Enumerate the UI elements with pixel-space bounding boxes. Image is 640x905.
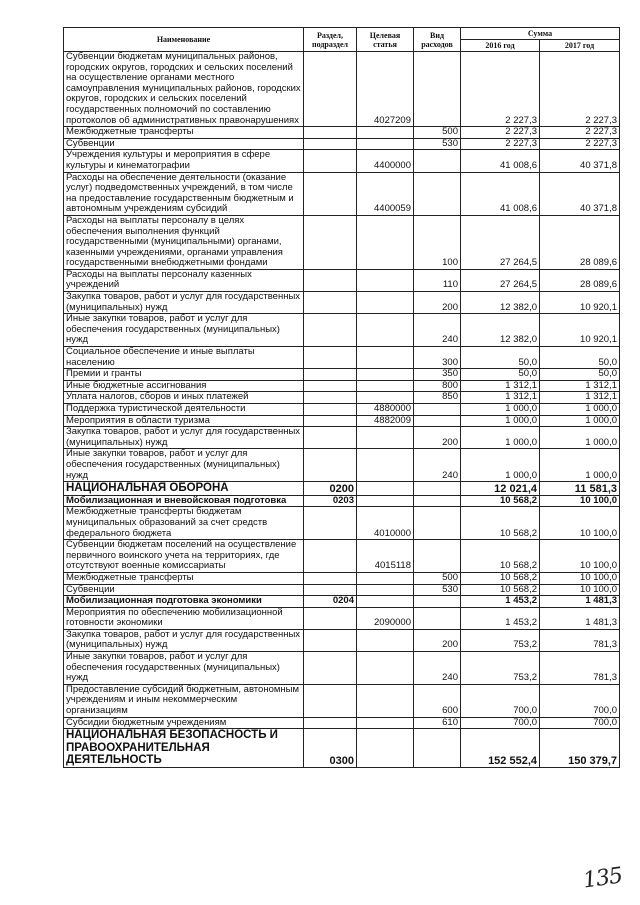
row-type (414, 415, 461, 427)
row-sum-2016: 10 568,2 (461, 584, 540, 596)
table-row (64, 629, 620, 651)
row-section (304, 269, 357, 291)
row-sum-2016: 700,0 (461, 684, 540, 717)
row-sum-2016: 10 568,2 (461, 540, 540, 573)
row-sum-2016: 10 568,2 (461, 572, 540, 584)
row-sum-2016: 12 382,0 (461, 314, 540, 347)
row-section (304, 172, 357, 215)
row-type: 240 (414, 449, 461, 482)
row-target: 4015118 (357, 540, 414, 573)
table-row (64, 269, 620, 291)
row-target (357, 482, 414, 496)
row-sum-2017: 1 000,0 (540, 427, 620, 449)
row-sum-2017: 781,3 (540, 629, 620, 651)
row-target (357, 380, 414, 392)
row-section (304, 572, 357, 584)
table-row (64, 449, 620, 482)
row-type (414, 150, 461, 172)
row-sum-2017: 50,0 (540, 347, 620, 369)
row-target (357, 369, 414, 381)
row-name: Премии и гранты (64, 369, 304, 381)
row-sum-2016: 12 382,0 (461, 292, 540, 314)
row-name: Иные закупки товаров, работ и услуг для обеспечения государственных (муниципальных) нужд (64, 449, 304, 482)
table-row (64, 52, 620, 127)
row-sum-2017: 10 920,1 (540, 314, 620, 347)
table-row (64, 729, 620, 768)
row-section: 0203 (304, 495, 357, 507)
row-name: Мобилизационная и вневойсковая подготовка (64, 495, 304, 507)
row-sum-2016: 1 000,0 (461, 427, 540, 449)
row-sum-2017: 1 481,3 (540, 607, 620, 629)
row-sum-2016: 41 008,6 (461, 172, 540, 215)
row-section: 0204 (304, 596, 357, 608)
table-row (64, 415, 620, 427)
row-target (357, 629, 414, 651)
row-sum-2017: 40 371,8 (540, 172, 620, 215)
row-name: Субсидии бюджетным учреждениям (64, 717, 304, 729)
row-sum-2017: 1 000,0 (540, 415, 620, 427)
table-row (64, 369, 620, 381)
row-sum-2016: 27 264,5 (461, 215, 540, 269)
row-sum-2016: 1 000,0 (461, 404, 540, 416)
row-type: 300 (414, 347, 461, 369)
row-target (357, 495, 414, 507)
row-sum-2017: 10 100,0 (540, 540, 620, 573)
row-name: Учреждения культуры и мероприятия в сфере культуры и кинематографии (64, 150, 304, 172)
row-sum-2016: 10 568,2 (461, 495, 540, 507)
table-row (64, 482, 620, 496)
row-name: Расходы на выплаты персоналу казенных учреждений (64, 269, 304, 291)
row-sum-2017: 10 100,0 (540, 584, 620, 596)
row-name: Межбюджетные трансферты (64, 127, 304, 139)
row-type: 530 (414, 584, 461, 596)
row-sum-2016: 12 021,4 (461, 482, 540, 496)
row-sum-2016: 2 227,3 (461, 52, 540, 127)
row-sum-2017: 50,0 (540, 369, 620, 381)
row-sum-2016: 2 227,3 (461, 138, 540, 150)
table-row (64, 717, 620, 729)
row-sum-2016: 753,2 (461, 652, 540, 685)
header-sum: Сумма (461, 28, 620, 40)
row-name: Закупка товаров, работ и услуг для государственных (муниципальных) нужд (64, 292, 304, 314)
row-name: Уплата налогов, сборов и иных платежей (64, 392, 304, 404)
budget-page (63, 27, 619, 768)
row-target (357, 127, 414, 139)
row-type (414, 495, 461, 507)
row-name: Закупка товаров, работ и услуг для государственных (муниципальных) нужд (64, 629, 304, 651)
row-sum-2017: 10 100,0 (540, 507, 620, 540)
row-target: 4010000 (357, 507, 414, 540)
row-sum-2016: 27 264,5 (461, 269, 540, 291)
table-row (64, 392, 620, 404)
table-row (64, 507, 620, 540)
row-sum-2017: 11 581,3 (540, 482, 620, 496)
table-row (64, 596, 620, 608)
handwritten-page-number: 135 (581, 863, 624, 894)
row-target (357, 314, 414, 347)
row-type (414, 404, 461, 416)
table-header-row (64, 28, 620, 40)
budget-table (63, 27, 620, 768)
table-row (64, 172, 620, 215)
table-row (64, 314, 620, 347)
row-target (357, 269, 414, 291)
row-sum-2017: 1 000,0 (540, 449, 620, 482)
row-type (414, 52, 461, 127)
row-name: Закупка товаров, работ и услуг для государственных (муниципальных) нужд (64, 427, 304, 449)
row-sum-2016: 50,0 (461, 369, 540, 381)
row-sum-2017: 2 227,3 (540, 52, 620, 127)
row-sum-2017: 1 312,1 (540, 380, 620, 392)
row-section (304, 347, 357, 369)
row-sum-2017: 2 227,3 (540, 127, 620, 139)
row-name: Предоставление субсидий бюджетным, автономным учреждениям и иным некоммерческим организациям (64, 684, 304, 717)
row-section (304, 507, 357, 540)
row-section (304, 684, 357, 717)
row-type: 200 (414, 629, 461, 651)
row-name: Мероприятия в области туризма (64, 415, 304, 427)
row-name: Межбюджетные трансферты (64, 572, 304, 584)
row-section (304, 607, 357, 629)
table-row (64, 572, 620, 584)
row-name: Расходы на обеспечение деятельности (оказание услуг) подведомственных учреждений, в том числе на предоставление государственным бюджетным и автономным учреждениям субсидий (64, 172, 304, 215)
row-name: Поддержка туристической деятельности (64, 404, 304, 416)
row-target: 4400000 (357, 150, 414, 172)
row-sum-2016: 1 000,0 (461, 415, 540, 427)
row-target (357, 392, 414, 404)
row-name: Социальное обеспечение и иные выплаты населению (64, 347, 304, 369)
row-section (304, 717, 357, 729)
row-sum-2017: 10 920,1 (540, 292, 620, 314)
row-name: Межбюджетные трансферты бюджетам муниципальных образований за счет средств федерального бюджета (64, 507, 304, 540)
table-row (64, 427, 620, 449)
row-type: 500 (414, 127, 461, 139)
row-type: 240 (414, 314, 461, 347)
row-section (304, 369, 357, 381)
row-name: НАЦИОНАЛЬНАЯ ОБОРОНА (64, 482, 304, 496)
row-type (414, 540, 461, 573)
row-sum-2016: 1 312,1 (461, 380, 540, 392)
row-target: 4880000 (357, 404, 414, 416)
row-name: НАЦИОНАЛЬНАЯ БЕЗОПАСНОСТЬ И ПРАВООХРАНИТЕЛЬНАЯ ДЕЯТЕЛЬНОСТЬ (64, 729, 304, 768)
row-section (304, 314, 357, 347)
row-sum-2017: 781,3 (540, 652, 620, 685)
row-section (304, 629, 357, 651)
header-type: Вид расходов (414, 28, 461, 52)
row-sum-2016: 1 453,2 (461, 596, 540, 608)
row-target (357, 215, 414, 269)
row-target: 4882009 (357, 415, 414, 427)
row-type: 500 (414, 572, 461, 584)
row-section (304, 52, 357, 127)
table-row (64, 138, 620, 150)
row-type: 850 (414, 392, 461, 404)
row-sum-2017: 10 100,0 (540, 495, 620, 507)
row-target (357, 347, 414, 369)
table-row (64, 215, 620, 269)
row-section (304, 404, 357, 416)
row-type: 610 (414, 717, 461, 729)
row-sum-2016: 152 552,4 (461, 729, 540, 768)
header-target: Целевая статья (357, 28, 414, 52)
header-section: Раздел, подраздел (304, 28, 357, 52)
row-target (357, 729, 414, 768)
row-target (357, 717, 414, 729)
row-name: Мобилизационная подготовка экономики (64, 596, 304, 608)
row-sum-2017: 700,0 (540, 684, 620, 717)
row-target (357, 596, 414, 608)
row-section (304, 415, 357, 427)
row-sum-2016: 1 000,0 (461, 449, 540, 482)
table-row (64, 540, 620, 573)
row-target (357, 652, 414, 685)
row-name: Субвенции бюджетам муниципальных районов, городских округов, городских и сельских поселений на осуществление органами местного самоуправления муниципальных районов, городских округов, городских и сельских поселений государственных полномочий по составлению протоколов об административных правонарушениях (64, 52, 304, 127)
row-target (357, 138, 414, 150)
row-target (357, 684, 414, 717)
row-target (357, 572, 414, 584)
table-row (64, 150, 620, 172)
table-body (64, 52, 620, 768)
table-row (64, 495, 620, 507)
row-type: 110 (414, 269, 461, 291)
table-row (64, 127, 620, 139)
row-name: Иные закупки товаров, работ и услуг для обеспечения государственных (муниципальных) нужд (64, 314, 304, 347)
row-section (304, 584, 357, 596)
row-type: 350 (414, 369, 461, 381)
row-target: 4027209 (357, 52, 414, 127)
row-sum-2017: 10 100,0 (540, 572, 620, 584)
row-target: 2090000 (357, 607, 414, 629)
header-name: Наименование (64, 28, 304, 52)
table-row (64, 292, 620, 314)
row-type: 200 (414, 427, 461, 449)
table-row (64, 347, 620, 369)
row-section (304, 380, 357, 392)
row-sum-2016: 1 453,2 (461, 607, 540, 629)
row-name: Иные закупки товаров, работ и услуг для обеспечения государственных (муниципальных) нужд (64, 652, 304, 685)
row-sum-2017: 40 371,8 (540, 150, 620, 172)
table-row (64, 684, 620, 717)
row-section (304, 138, 357, 150)
row-section (304, 540, 357, 573)
table-row (64, 380, 620, 392)
row-sum-2016: 50,0 (461, 347, 540, 369)
row-target (357, 449, 414, 482)
row-type (414, 172, 461, 215)
row-section (304, 215, 357, 269)
row-sum-2017: 1 000,0 (540, 404, 620, 416)
row-target (357, 427, 414, 449)
row-type (414, 729, 461, 768)
row-sum-2017: 28 089,6 (540, 215, 620, 269)
row-section (304, 150, 357, 172)
row-section (304, 449, 357, 482)
row-target (357, 584, 414, 596)
row-type: 530 (414, 138, 461, 150)
row-section (304, 127, 357, 139)
row-sum-2016: 753,2 (461, 629, 540, 651)
row-name: Субвенции (64, 584, 304, 596)
header-2016: 2016 год (461, 40, 540, 52)
row-name: Иные бюджетные ассигнования (64, 380, 304, 392)
row-sum-2016: 10 568,2 (461, 507, 540, 540)
row-type: 200 (414, 292, 461, 314)
row-sum-2017: 1 481,3 (540, 596, 620, 608)
row-sum-2016: 700,0 (461, 717, 540, 729)
row-type (414, 482, 461, 496)
row-name: Мероприятия по обеспечению мобилизационной готовности экономики (64, 607, 304, 629)
table-row (64, 607, 620, 629)
row-type (414, 596, 461, 608)
row-section: 0200 (304, 482, 357, 496)
row-type: 100 (414, 215, 461, 269)
row-section: 0300 (304, 729, 357, 768)
row-sum-2017: 150 379,7 (540, 729, 620, 768)
table-row (64, 584, 620, 596)
row-name: Субвенции бюджетам поселений на осуществление первичного воинского учета на территориях, где отсутствуют военные комиссариаты (64, 540, 304, 573)
row-sum-2017: 1 312,1 (540, 392, 620, 404)
row-type (414, 507, 461, 540)
row-sum-2016: 2 227,3 (461, 127, 540, 139)
table-row (64, 652, 620, 685)
row-type: 600 (414, 684, 461, 717)
header-2017: 2017 год (540, 40, 620, 52)
row-type: 240 (414, 652, 461, 685)
row-sum-2016: 1 312,1 (461, 392, 540, 404)
row-target (357, 292, 414, 314)
row-name: Субвенции (64, 138, 304, 150)
row-target: 4400059 (357, 172, 414, 215)
row-section (304, 292, 357, 314)
row-sum-2016: 41 008,6 (461, 150, 540, 172)
row-name: Расходы на выплаты персоналу в целях обеспечения выполнения функций государственными (муниципальными) органами, казенными учреждениями, органами управления государственными внебюджетными фондами (64, 215, 304, 269)
row-type: 800 (414, 380, 461, 392)
row-section (304, 427, 357, 449)
row-section (304, 652, 357, 685)
row-type (414, 607, 461, 629)
row-sum-2017: 28 089,6 (540, 269, 620, 291)
row-section (304, 392, 357, 404)
row-sum-2017: 700,0 (540, 717, 620, 729)
row-sum-2017: 2 227,3 (540, 138, 620, 150)
table-row (64, 404, 620, 416)
